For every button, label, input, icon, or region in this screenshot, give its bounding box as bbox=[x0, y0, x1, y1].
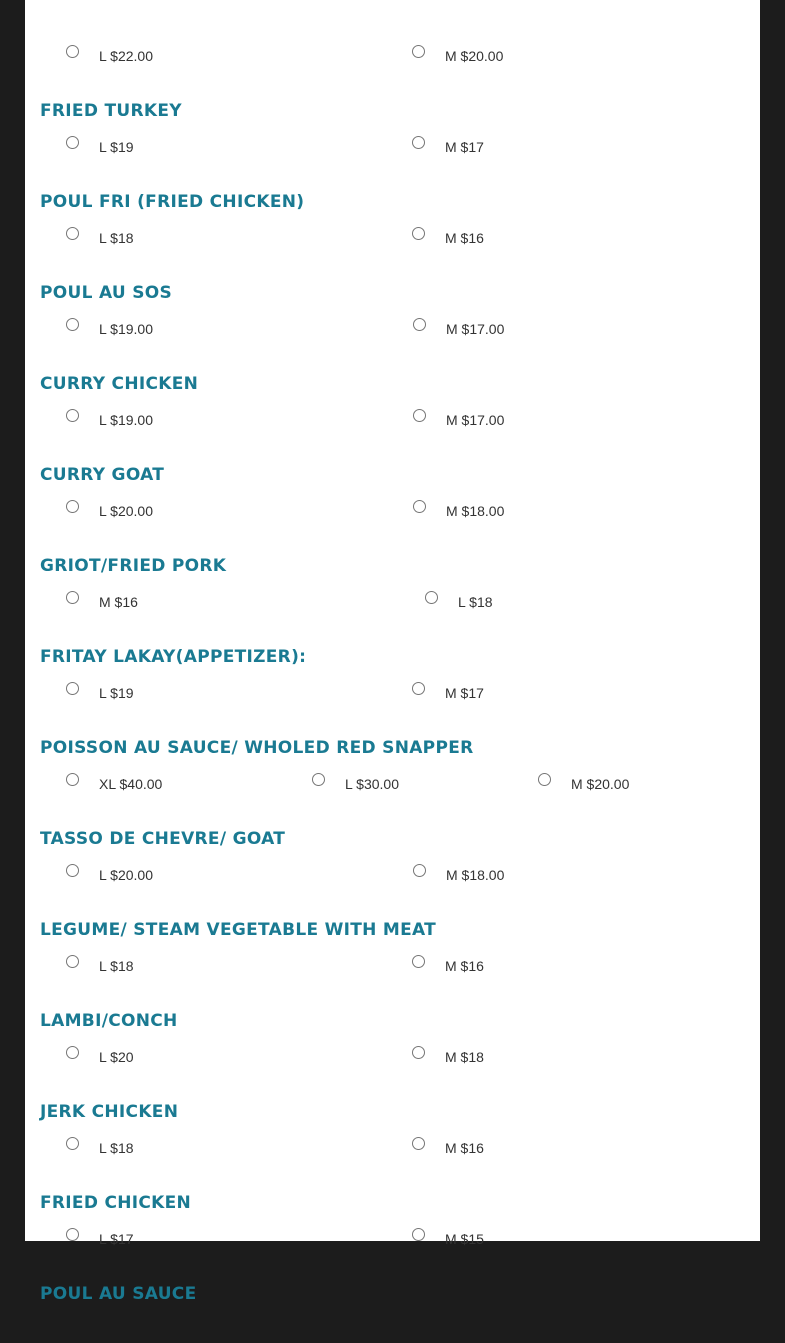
menu-item bbox=[25, 599, 760, 701]
size-option-label: L $20.00 bbox=[99, 867, 153, 883]
menu-item-title: TASSO DE CHEVRE/ GOAT bbox=[40, 829, 286, 849]
menu-item bbox=[25, 690, 760, 792]
size-option-label: L $19.00 bbox=[99, 321, 153, 337]
menu-item-title: FRIED CHICKEN bbox=[40, 1193, 192, 1213]
menu-item bbox=[25, 781, 760, 883]
menu-list bbox=[25, 0, 760, 1327]
menu-item bbox=[25, 0, 760, 64]
menu-item-title: CURRY CHICKEN bbox=[40, 374, 199, 394]
size-option-label: L $18 bbox=[99, 958, 134, 974]
menu-item bbox=[25, 1145, 760, 1247]
size-option-label: M $20.00 bbox=[445, 48, 504, 64]
size-option-label: M $17 bbox=[445, 685, 484, 701]
menu-item-title: JERK CHICKEN bbox=[40, 1102, 179, 1122]
size-option-label: M $18.00 bbox=[446, 867, 505, 883]
size-option-label: L $22.00 bbox=[99, 48, 153, 64]
size-option-label: L $20.00 bbox=[99, 503, 153, 519]
menu-item-title: LEGUME/ STEAM VEGETABLE WITH MEAT bbox=[40, 920, 437, 940]
size-option-label: M $16 bbox=[445, 1140, 484, 1156]
menu-item bbox=[25, 508, 760, 610]
menu-item bbox=[25, 235, 760, 337]
size-option-label: M $20.00 bbox=[571, 776, 630, 792]
size-option-label: L $30.00 bbox=[345, 776, 399, 792]
size-option-label: L $19.00 bbox=[99, 412, 153, 428]
menu-item bbox=[25, 963, 760, 1065]
size-option-label: L $17 bbox=[99, 1231, 134, 1247]
size-option-label: M $16 bbox=[99, 594, 138, 610]
size-option-label: L $19 bbox=[99, 139, 134, 155]
size-option-label: M $18.00 bbox=[446, 503, 505, 519]
menu-item-title: GRIOT/FRIED PORK bbox=[40, 556, 227, 576]
menu-item bbox=[25, 144, 760, 246]
menu-item-title: FRITAY LAKAY(APPETIZER): bbox=[40, 647, 307, 667]
size-option-label: M $16 bbox=[445, 230, 484, 246]
menu-item bbox=[25, 872, 760, 974]
size-options bbox=[25, 1313, 760, 1343]
size-option-label: M $16 bbox=[445, 958, 484, 974]
size-option-label: M $17.00 bbox=[446, 321, 505, 337]
menu-item-title: FRIED TURKEY bbox=[40, 101, 182, 121]
menu-item-title: POUL AU SAUCE bbox=[40, 1284, 197, 1304]
menu-item bbox=[25, 326, 760, 428]
menu-item-title: POISSON AU SAUCE/ WHOLED RED SNAPPER bbox=[40, 738, 474, 758]
size-option-label: L $18 bbox=[99, 1140, 134, 1156]
menu-item-title: POUL FRI (FRIED CHICKEN) bbox=[40, 192, 305, 212]
size-option-label: M $15 bbox=[445, 1231, 484, 1247]
size-option-label: M $18 bbox=[445, 1049, 484, 1065]
menu-item-title: CURRY GOAT bbox=[40, 465, 165, 485]
menu-item bbox=[25, 1054, 760, 1156]
size-option-label: XL $40.00 bbox=[99, 776, 163, 792]
size-option-label: M $17.00 bbox=[446, 412, 505, 428]
size-option-label: L $18 bbox=[99, 230, 134, 246]
menu-item bbox=[25, 1236, 760, 1327]
menu-item-title: POUL AU SOS bbox=[40, 283, 173, 303]
menu-item bbox=[25, 53, 760, 155]
size-option-label: L $20 bbox=[99, 1049, 134, 1065]
size-option-label: M $17 bbox=[445, 139, 484, 155]
size-option-label: L $19 bbox=[99, 685, 134, 701]
menu-item bbox=[25, 417, 760, 519]
size-option-label: L $18 bbox=[458, 594, 493, 610]
menu-panel bbox=[25, 0, 760, 1304]
menu-item-title: LAMBI/CONCH bbox=[40, 1011, 178, 1031]
